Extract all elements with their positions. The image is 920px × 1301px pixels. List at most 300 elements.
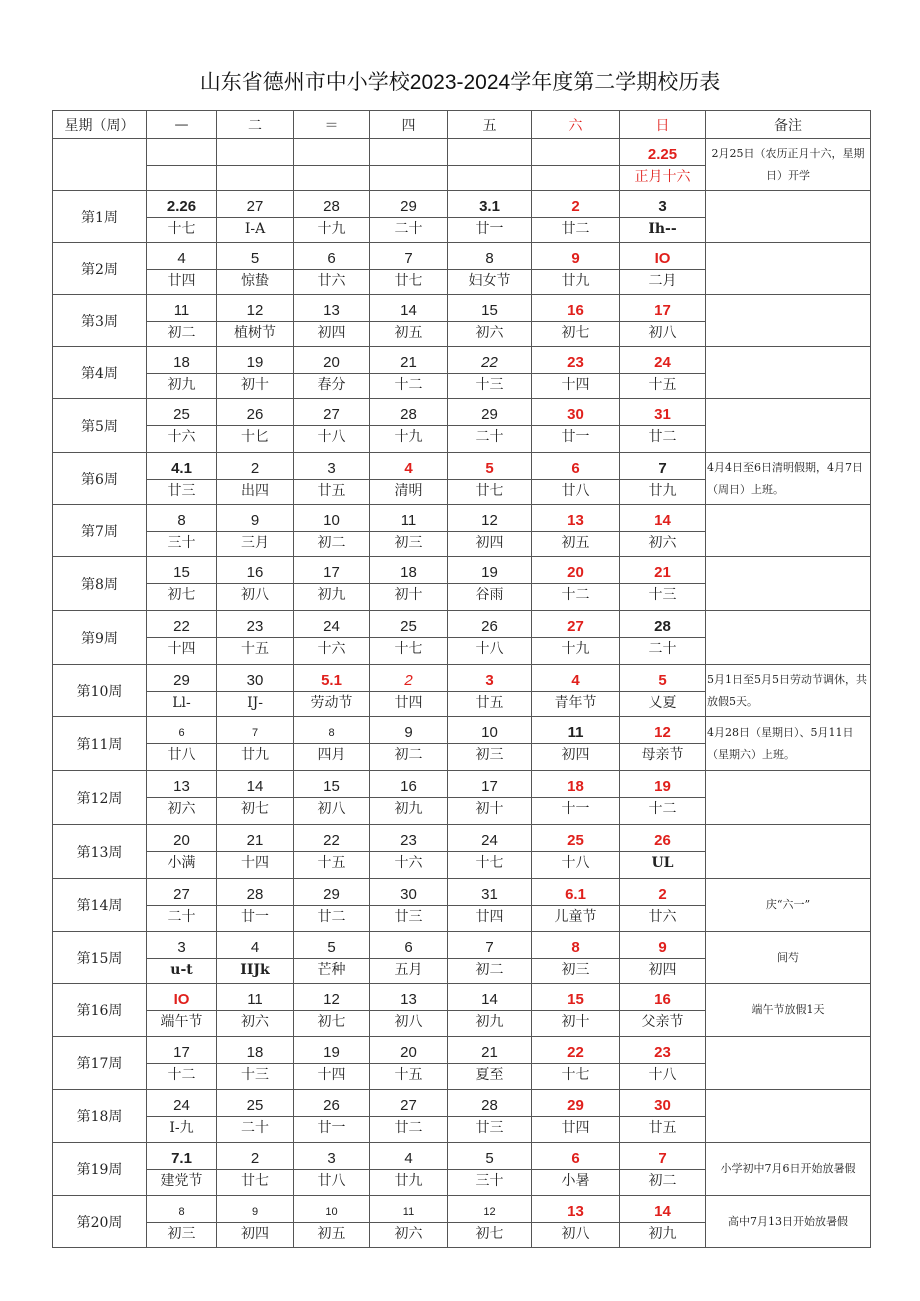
week-label: 第13周 (53, 825, 147, 879)
day-date: 2 (250, 1150, 260, 1167)
day-lunar: 初八 (217, 583, 293, 608)
day-date: 14 (400, 302, 417, 319)
day-date: 27 (567, 618, 584, 635)
day-lunar: 初五 (532, 531, 619, 556)
day-date: 28 (323, 198, 340, 215)
day-date: 30 (654, 1097, 671, 1114)
day-lunar: 三十 (147, 531, 216, 556)
day-date: 9 (251, 1206, 259, 1218)
day-date: 5 (250, 250, 260, 267)
note-cell: 庆“六一” (706, 879, 871, 932)
day-lunar: 十三 (620, 583, 705, 608)
day-date: 4 (571, 672, 580, 689)
day-cell-sat (532, 932, 620, 984)
week-row (53, 665, 871, 717)
page-title: 山东省德州市中小学校2023-2024学年度第二学期校历表 (199, 71, 721, 94)
note-cell: 小学初中7月6日开始放暑假 (706, 1143, 871, 1196)
day-date: 14 (654, 1203, 671, 1220)
day-date: 11 (402, 1206, 415, 1218)
day-cell-sun (620, 347, 706, 399)
day-lunar: 初七 (147, 583, 216, 608)
day-cell-wed (294, 879, 370, 932)
day-cell-tue (217, 1090, 294, 1143)
day-lunar: 十七 (147, 217, 216, 242)
day-cell-sun (620, 932, 706, 984)
day-lunar: 廿四 (448, 905, 531, 930)
day-cell-sat (532, 399, 620, 453)
day-cell-thu (370, 243, 448, 295)
day-date: 31 (654, 406, 671, 423)
day-date: 30 (567, 406, 584, 423)
day-date: 5 (485, 460, 494, 477)
day-lunar: 二十 (147, 905, 216, 930)
day-date: 11 (173, 302, 190, 319)
day-cell-mon (147, 295, 217, 347)
day-cell-thu (370, 295, 448, 347)
note-cell (706, 505, 871, 557)
day-cell-mon (147, 665, 217, 717)
day-date: 16 (246, 564, 264, 581)
day-lunar: 廿四 (532, 1116, 619, 1141)
day-date: 7 (485, 939, 494, 956)
week-row (53, 505, 871, 557)
day-date: 8 (485, 250, 494, 267)
day-date: 30 (246, 672, 264, 689)
day-cell-sat (532, 347, 620, 399)
day-cell-wed (294, 347, 370, 399)
day-date: 22 (567, 1044, 584, 1061)
day-date: 4 (250, 939, 260, 956)
day-lunar: 十二 (532, 583, 619, 608)
header-wed: ＝ (294, 111, 370, 139)
week-row (53, 1090, 871, 1143)
day-date: 5 (327, 939, 336, 956)
day-cell-wed (294, 1196, 370, 1248)
day-date: 12 (481, 512, 498, 529)
day-lunar: 廿八 (147, 743, 216, 768)
day-cell-wed (294, 1037, 370, 1090)
day-lunar: 初八 (370, 1010, 447, 1035)
day-date: 28 (400, 406, 417, 423)
day-cell-fri (448, 505, 532, 557)
day-cell-empty (294, 139, 370, 191)
day-cell-mon (147, 453, 217, 505)
day-lunar: 三十 (448, 1169, 531, 1194)
day-cell-tue (217, 771, 294, 825)
day-date: 13 (400, 991, 417, 1008)
note-cell (706, 295, 871, 347)
day-cell-tue (217, 505, 294, 557)
day-date: 2 (658, 886, 667, 903)
header-mon: — (147, 111, 217, 139)
day-date: 26 (246, 406, 264, 423)
day-cell-fri (448, 557, 532, 611)
week-row (53, 399, 871, 453)
day-date: 27 (323, 406, 340, 423)
week-row (53, 295, 871, 347)
week-label: 第1周 (53, 191, 147, 243)
day-date: 14 (654, 512, 671, 529)
day-lunar: 二十 (620, 637, 705, 662)
day-lunar: 初四 (217, 1222, 293, 1247)
day-date: 19 (481, 564, 498, 581)
day-cell-mon (147, 1090, 217, 1143)
day-lunar: 谷雨 (448, 583, 531, 608)
day-date: 13 (323, 302, 340, 319)
day-lunar: 五月 (370, 958, 447, 983)
day-date: 2 (404, 672, 413, 689)
day-lunar: 廿八 (294, 1169, 369, 1194)
day-cell-fri (448, 932, 532, 984)
day-date: 3 (177, 939, 186, 956)
day-date: 5 (485, 1150, 494, 1167)
day-cell-sun (620, 717, 706, 771)
day-cell-fri (448, 1196, 532, 1248)
day-cell-thu (370, 717, 448, 771)
week-label: 第9周 (53, 611, 147, 665)
day-date: 10 (481, 724, 498, 741)
day-lunar: 十二 (147, 1063, 216, 1088)
day-cell-thu (370, 825, 448, 879)
day-cell-sat (532, 665, 620, 717)
day-cell-mon (147, 1143, 217, 1196)
day-cell-sat (532, 1143, 620, 1196)
day-date: 3.1 (479, 198, 500, 215)
note-cell (706, 1037, 871, 1090)
day-cell-wed (294, 557, 370, 611)
day-lunar: 母亲节 (620, 743, 705, 768)
day-date: 9 (404, 724, 413, 741)
day-cell-wed (294, 1090, 370, 1143)
day-date: 21 (400, 354, 417, 371)
day-lunar: 初二 (294, 531, 369, 556)
day-date: 21 (246, 832, 264, 849)
day-date: 4 (404, 1150, 413, 1167)
header-tue: 二 (217, 111, 294, 139)
week-row (53, 1143, 871, 1196)
day-cell-thu (370, 347, 448, 399)
day-lunar: 廿六 (294, 269, 369, 294)
day-lunar: 二十 (370, 217, 447, 242)
day-date: 26 (323, 1097, 340, 1114)
day-lunar: 惊蛰 (217, 269, 293, 294)
day-date: 31 (481, 886, 498, 903)
day-cell-sat (532, 557, 620, 611)
day-cell-fri (448, 879, 532, 932)
day-cell-sat (532, 611, 620, 665)
week-row (53, 825, 871, 879)
day-lunar: 十三 (217, 1063, 293, 1088)
day-date: 19 (654, 778, 671, 795)
day-lunar: 端午节 (147, 1010, 216, 1035)
day-cell-mon (147, 243, 217, 295)
day-date: 24 (323, 618, 340, 635)
day-date: 16 (400, 778, 417, 795)
day-lunar: 清明 (370, 479, 447, 504)
day-lunar: 十匕 (217, 425, 293, 450)
day-date: 12 (654, 724, 671, 741)
day-date: 29 (567, 1097, 584, 1114)
day-date: 16 (567, 302, 584, 319)
day-lunar: 十六 (370, 851, 447, 876)
day-cell-empty (532, 139, 620, 191)
day-cell-fri (448, 611, 532, 665)
day-lunar: 初四 (532, 743, 619, 768)
day-lunar: 植树节 (217, 321, 293, 346)
day-lunar: 十三 (448, 373, 531, 398)
day-lunar: Ih-- (620, 217, 705, 242)
note-cell: 5月1日至5月5日劳动节调休，共放假5天。 (706, 665, 871, 717)
week-label: 第3周 (53, 295, 147, 347)
day-cell-tue (217, 295, 294, 347)
day-lunar: 春分 (294, 373, 369, 398)
day-cell-mon (147, 717, 217, 771)
day-lunar: 十五 (620, 373, 705, 398)
week-label: 第19周 (53, 1143, 147, 1196)
day-lunar: 十八 (532, 851, 619, 876)
day-cell-tue (217, 191, 294, 243)
day-cell-wed (294, 611, 370, 665)
day-cell-thu (370, 399, 448, 453)
day-cell-fri (448, 1037, 532, 1090)
day-cell-tue (217, 611, 294, 665)
day-date: 15 (481, 302, 498, 319)
day-date: 13 (567, 512, 584, 529)
day-date: 6 (404, 939, 413, 956)
day-lunar: 初四 (448, 531, 531, 556)
day-date: 12 (323, 991, 340, 1008)
day-lunar: 初十 (217, 373, 293, 398)
day-cell-wed (294, 717, 370, 771)
day-date: 2.25 (647, 146, 678, 163)
day-cell-mon (147, 984, 217, 1037)
calendar-table (52, 110, 871, 1248)
day-lunar: 初三 (370, 531, 447, 556)
day-date: 13 (567, 1203, 584, 1220)
day-cell-mon (147, 932, 217, 984)
day-lunar: 廿七 (370, 269, 447, 294)
day-date: 17 (323, 564, 340, 581)
day-lunar: 初二 (147, 321, 216, 346)
day-cell-fri (448, 399, 532, 453)
day-lunar: 初五 (294, 1222, 369, 1247)
day-date: 15 (173, 564, 190, 581)
week-row (53, 611, 871, 665)
day-cell-wed (294, 1143, 370, 1196)
day-cell-fri (448, 1143, 532, 1196)
week-row (53, 557, 871, 611)
day-date: 24 (654, 354, 671, 371)
note-cell (706, 399, 871, 453)
day-date: 25 (400, 618, 417, 635)
note-cell (706, 347, 871, 399)
day-lunar: 十四 (294, 1063, 369, 1088)
day-lunar: 十五 (370, 1063, 447, 1088)
day-cell-sat (532, 771, 620, 825)
day-date: 7 (251, 727, 259, 739)
day-date: 4 (177, 250, 186, 267)
day-lunar: 建党节 (147, 1169, 216, 1194)
week-label: 第4周 (53, 347, 147, 399)
day-lunar: IIJk (217, 958, 293, 983)
day-cell-sat (532, 191, 620, 243)
day-lunar: 初八 (620, 321, 705, 346)
day-date: 28 (481, 1097, 498, 1114)
day-date: 28 (654, 618, 671, 635)
day-cell-tue (217, 347, 294, 399)
day-date: 9 (658, 939, 667, 956)
day-date: 23 (400, 832, 417, 849)
day-cell-thu (370, 984, 448, 1037)
day-lunar: 初九 (620, 1222, 705, 1247)
day-date: 5 (658, 672, 667, 689)
day-cell-thu (370, 1037, 448, 1090)
week-label: 第6周 (53, 453, 147, 505)
day-cell-mon (147, 1196, 217, 1248)
day-date: 12 (246, 302, 264, 319)
day-lunar: 廿一 (532, 425, 619, 450)
day-cell-sun (620, 879, 706, 932)
day-lunar: 芒种 (294, 958, 369, 983)
day-cell-wed (294, 505, 370, 557)
day-lunar: 初二 (370, 743, 447, 768)
day-cell-empty (370, 139, 448, 191)
day-cell-thu (370, 771, 448, 825)
day-date: 25 (246, 1097, 264, 1114)
day-date: 20 (323, 354, 340, 371)
day-cell-tue (217, 717, 294, 771)
day-date: 6 (571, 460, 580, 477)
note-cell: 2月25日（农历正月十六，星期日）开学 (706, 139, 871, 191)
day-cell-mon (147, 611, 217, 665)
day-cell-sun (620, 505, 706, 557)
day-lunar: 初六 (370, 1222, 447, 1247)
day-lunar: 父亲节 (620, 1010, 705, 1035)
day-date: 11 (247, 991, 263, 1008)
day-date: 2.26 (166, 198, 197, 215)
header-thu: 四 (370, 111, 448, 139)
note-cell (706, 1090, 871, 1143)
day-lunar: 十九 (532, 637, 619, 662)
day-cell-empty (147, 139, 217, 191)
day-date: 18 (400, 564, 417, 581)
day-date: 4 (404, 460, 413, 477)
day-lunar: 初八 (294, 797, 369, 822)
day-cell-sun (620, 665, 706, 717)
day-date: 14 (246, 778, 264, 795)
day-lunar: 出四 (217, 479, 293, 504)
day-cell-fri (448, 771, 532, 825)
day-cell-empty (448, 139, 532, 191)
note-cell: 端午节放假1天 (706, 984, 871, 1037)
day-lunar: 劳动节 (294, 691, 369, 716)
day-lunar: 廿八 (532, 479, 619, 504)
day-cell-thu (370, 932, 448, 984)
note-cell: 间芍 (706, 932, 871, 984)
day-cell-mon (147, 879, 217, 932)
day-date: 13 (173, 778, 190, 795)
day-lunar: 十五 (217, 637, 293, 662)
day-cell-thu (370, 505, 448, 557)
day-date: 8 (178, 1206, 185, 1218)
day-lunar: 二十 (448, 425, 531, 450)
week-row (53, 771, 871, 825)
day-cell-sat (532, 879, 620, 932)
day-lunar: 廿九 (620, 479, 705, 504)
day-cell-wed (294, 399, 370, 453)
day-lunar: 十四 (147, 637, 216, 662)
day-lunar: 廿一 (217, 905, 293, 930)
day-date: 23 (567, 354, 584, 371)
day-cell-wed (294, 243, 370, 295)
week-row (53, 717, 871, 771)
day-lunar: IJ- (217, 691, 293, 716)
day-lunar: 初七 (294, 1010, 369, 1035)
week-row (53, 1196, 871, 1248)
day-lunar: Ll- (147, 691, 216, 716)
day-lunar: 初六 (448, 321, 531, 346)
day-lunar: u-t (147, 958, 216, 983)
day-cell-sat (532, 825, 620, 879)
day-date: 5.1 (321, 672, 342, 689)
day-cell-fri (448, 1090, 532, 1143)
week-label: 第15周 (53, 932, 147, 984)
week-row (53, 453, 871, 505)
day-cell-tue (217, 453, 294, 505)
day-cell-fri (448, 665, 532, 717)
note-cell (706, 611, 871, 665)
week-label: 第5周 (53, 399, 147, 453)
day-lunar: 廿二 (370, 1116, 447, 1141)
day-cell-mon (147, 191, 217, 243)
day-lunar: 初三 (532, 958, 619, 983)
note-cell (706, 825, 871, 879)
day-lunar: 廿九 (217, 743, 293, 768)
day-lunar: 廿一 (294, 1116, 369, 1141)
day-lunar: 初七 (217, 797, 293, 822)
day-cell-sat (532, 1090, 620, 1143)
day-cell-tue (217, 1196, 294, 1248)
day-date: 19 (323, 1044, 340, 1061)
day-cell-mon (147, 1037, 217, 1090)
day-date: 29 (400, 198, 417, 215)
day-cell-mon (147, 347, 217, 399)
day-lunar: 初九 (294, 583, 369, 608)
day-lunar: I-A (217, 217, 293, 242)
day-date: 29 (173, 672, 190, 689)
note-cell: 4月28日（星期日）、5月11日（星期六）上班。 (706, 717, 871, 771)
day-lunar: 十八 (294, 425, 369, 450)
day-date: 24 (481, 832, 498, 849)
day-date: 22 (173, 618, 190, 635)
day-date: 7.1 (171, 1150, 192, 1167)
day-date: 8 (571, 939, 580, 956)
week-label: 第14周 (53, 879, 147, 932)
week-row (53, 347, 871, 399)
day-lunar: 廿九 (532, 269, 619, 294)
day-cell-tue (217, 1143, 294, 1196)
day-date: 30 (400, 886, 417, 903)
day-lunar: 十四 (217, 851, 293, 876)
week-label: 第7周 (53, 505, 147, 557)
day-lunar: 廿二 (620, 425, 705, 450)
day-cell-tue (217, 879, 294, 932)
day-lunar: 廿六 (620, 905, 705, 930)
day-date: 6 (178, 727, 185, 739)
day-date: 15 (567, 991, 584, 1008)
day-date: 23 (246, 618, 264, 635)
day-lunar: 廿三 (448, 1116, 531, 1141)
